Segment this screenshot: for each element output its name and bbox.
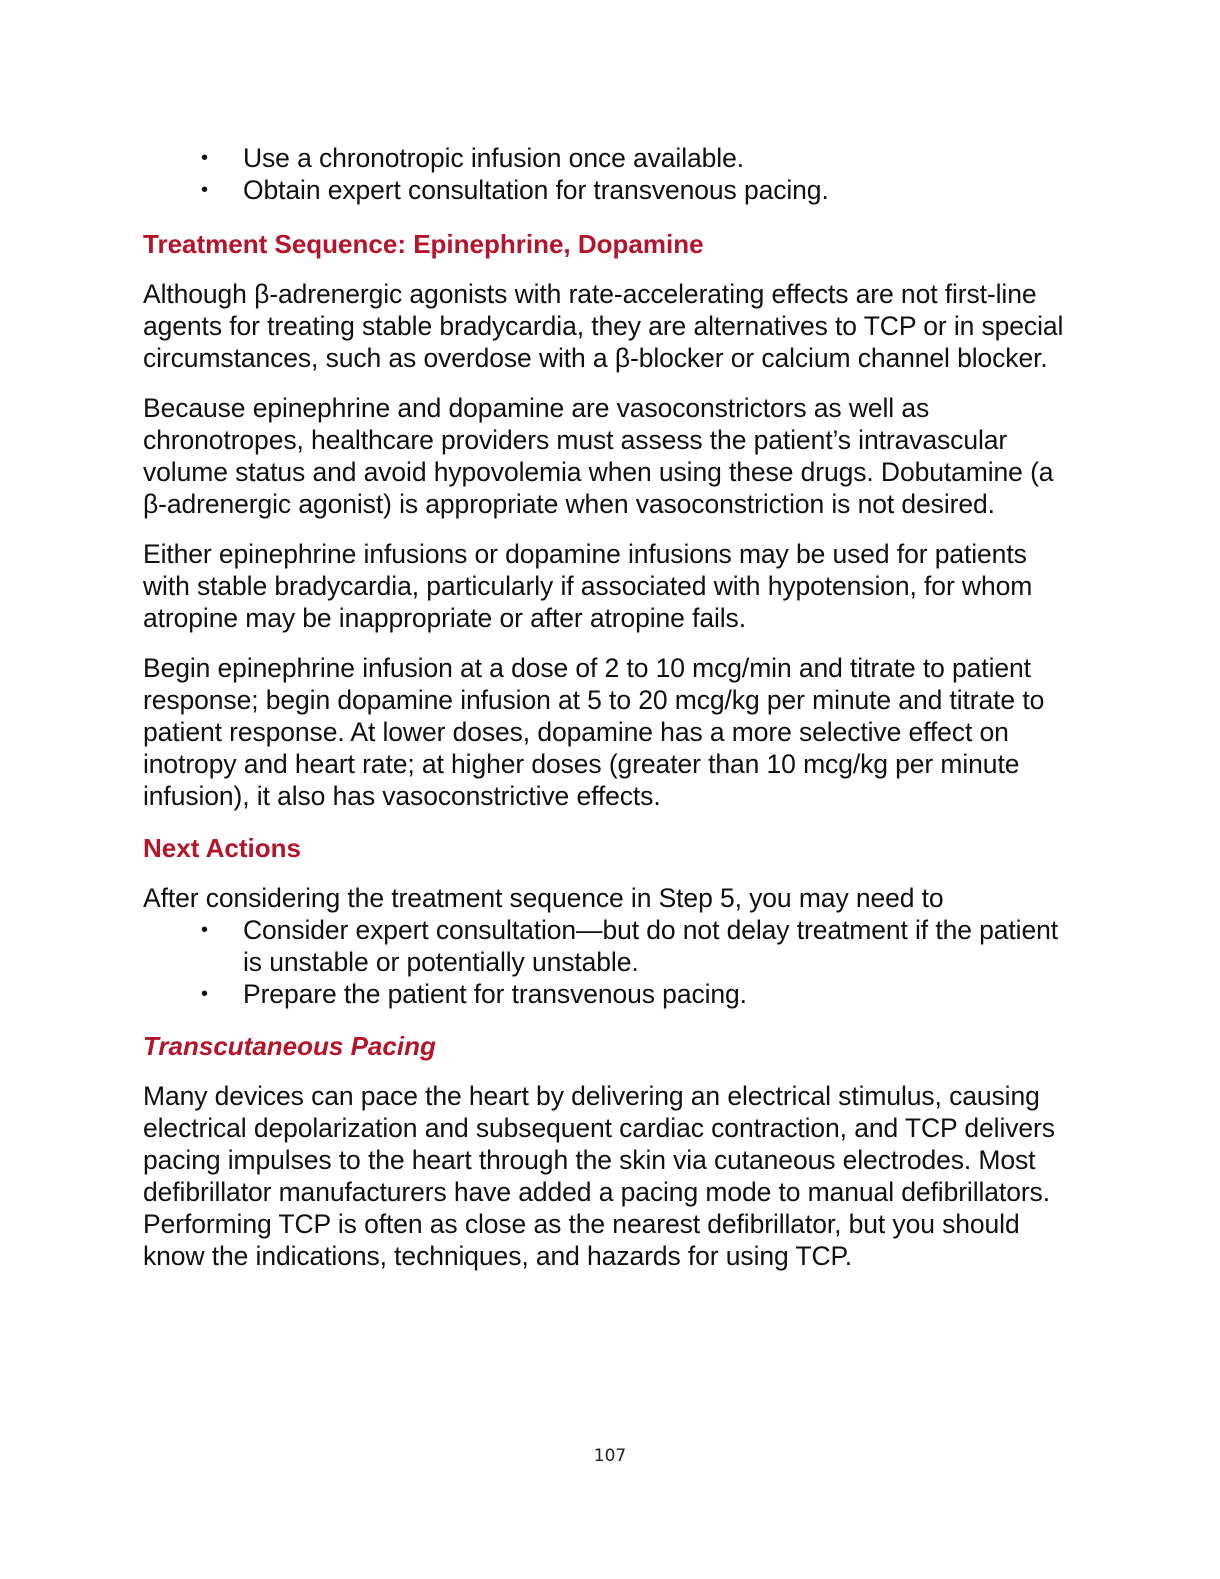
paragraph: Many devices can pace the heart by delivering an electrical stimulus, causing electrical depolarization and subsequent cardiac contraction, and TCP delivers pacing impulses to the heart through the skin via cutaneous electrodes. Most defibrillator manufacturers have added a pacing mode to manual defibrillators. Performing TCP is often as close as the nearest defibrillator, but you should know the indications, techniques, and hazards for using TCP. <box>143 1081 1055 1271</box>
paragraph: Although β-adrenergic agonists with rate-accelerating effects are not first-line agents for treating stable bradycardia, they are alternatives to TCP or in special circumstances, such as overdose with a β-blocker or calcium channel blocker. <box>143 279 1064 373</box>
bullet-icon: • <box>201 919 208 941</box>
section-heading-next-actions: Next Actions <box>143 833 301 863</box>
paragraph: Begin epinephrine infusion at a dose of 2 to 10 mcg/min and titrate to patient response; begin dopamine infusion at 5 to 20 mcg/kg per minute and titrate to patient response. At lower doses, dopamine has a more selective effect on inotropy and heart rate; at higher doses (greater than 10 mcg/kg per minute infusion), it also has vasoconstrictive effects. <box>143 653 1045 811</box>
bullet-text: Consider expert consultation—but do not delay treatment if the patient is unstable or potentially unstable. <box>243 915 1058 977</box>
document-page <box>143 142 1073 1272</box>
page-number: 107 <box>593 1446 627 1466</box>
top-bullet-list <box>143 142 1073 206</box>
bullet-icon: • <box>201 983 208 1005</box>
list-item <box>201 978 1073 1010</box>
section-heading-treatment-sequence: Treatment Sequence: Epinephrine, Dopamine <box>143 229 704 259</box>
bullet-icon: • <box>201 147 208 169</box>
bullet-text: Obtain expert consultation for transvenous pacing. <box>243 175 829 205</box>
paragraph: After considering the treatment sequence in Step 5, you may need to <box>143 883 944 913</box>
list-item <box>201 142 1073 174</box>
bullet-text: Prepare the patient for transvenous pacing. <box>243 979 747 1009</box>
section-heading-transcutaneous-pacing: Transcutaneous Pacing <box>143 1031 436 1061</box>
list-item <box>201 914 1073 978</box>
list-item <box>201 174 1073 206</box>
next-actions-bullet-list <box>143 914 1073 1010</box>
paragraph: Because epinephrine and dopamine are vasoconstrictors as well as chronotropes, healthcare providers must assess the patient’s intravascular volume status and avoid hypovolemia when using these drugs. Dobutamine (a β-adrenergic agonist) is appropriate when vasoconstriction is not desired. <box>143 393 1054 519</box>
bullet-text: Use a chronotropic infusion once available. <box>243 143 744 173</box>
paragraph: Either epinephrine infusions or dopamine infusions may be used for patients with stable bradycardia, particularly if associated with hypotension, for whom atropine may be inappropriate or after atropine fails. <box>143 539 1033 633</box>
bullet-icon: • <box>201 179 208 201</box>
